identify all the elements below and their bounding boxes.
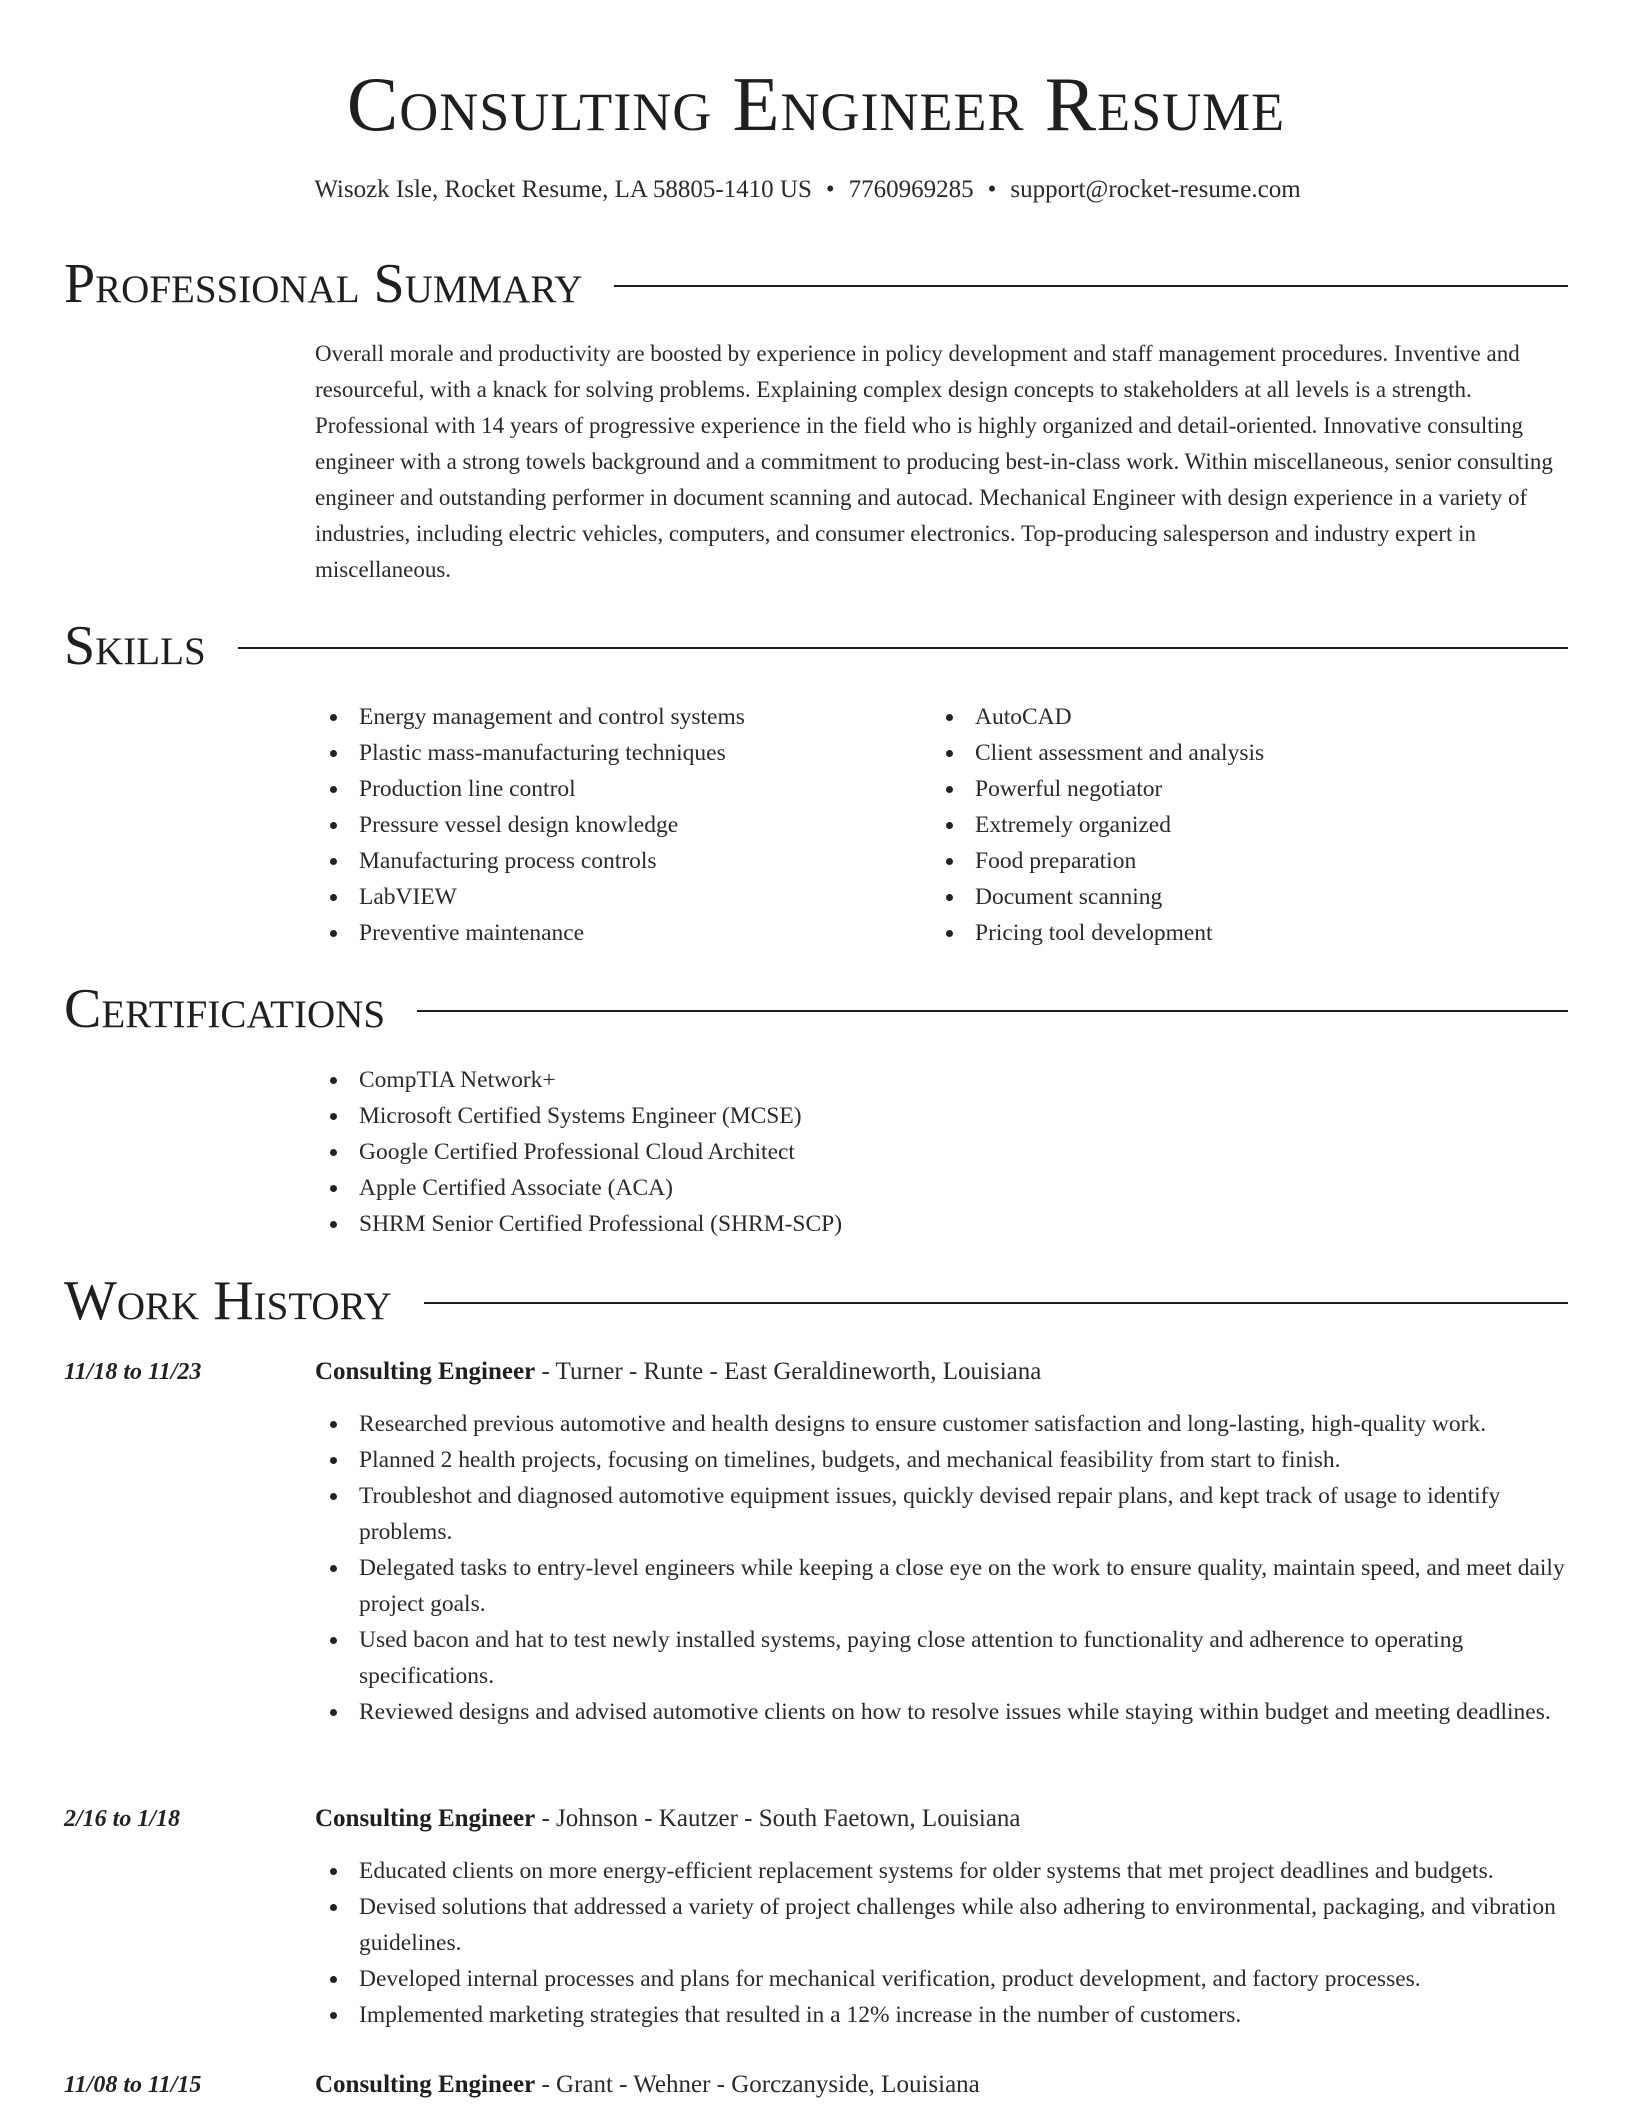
job-bullet: Educated clients on more energy-efficient replacement systems for older systems that met project deadlines and budgets. bbox=[315, 1853, 1575, 1889]
section-divider bbox=[238, 647, 1568, 649]
job-bullet: Troubleshot and diagnosed automotive equipment issues, quickly devised repair plans, and kept track of usage to identify problems. bbox=[315, 1478, 1575, 1550]
section-heading-label: Skills bbox=[64, 615, 206, 677]
certification-item: Google Certified Professional Cloud Architect bbox=[315, 1134, 1515, 1170]
section-heading-certifications bbox=[64, 975, 1568, 1043]
section-heading-summary bbox=[64, 250, 1568, 318]
section-heading-label: Work History bbox=[64, 1270, 392, 1332]
skill-item: Pressure vessel design knowledge bbox=[315, 807, 915, 843]
certification-item: SHRM Senior Certified Professional (SHRM-SCP) bbox=[315, 1206, 1515, 1242]
certification-item: Microsoft Certified Systems Engineer (MCSE) bbox=[315, 1098, 1515, 1134]
certifications-list bbox=[315, 1062, 1515, 1242]
section-divider bbox=[417, 1010, 1568, 1012]
skill-item: Extremely organized bbox=[931, 807, 1531, 843]
section-divider bbox=[424, 1302, 1568, 1304]
job-header bbox=[315, 1354, 1041, 1390]
skill-item: LabVIEW bbox=[315, 879, 915, 915]
job-bullet-list bbox=[315, 1853, 1575, 2033]
section-heading-label: Professional Summary bbox=[64, 253, 583, 315]
job-bullet: Delegated tasks to entry-level engineers while keeping a close eye on the work to ensure quality, maintain speed, and meet daily project goals. bbox=[315, 1550, 1575, 1622]
skill-item: Energy management and control systems bbox=[315, 699, 915, 735]
contact-line bbox=[0, 172, 1615, 208]
skill-item: Manufacturing process controls bbox=[315, 843, 915, 879]
contact-phone: 7760969285 bbox=[848, 176, 974, 203]
job-title: Consulting Engineer bbox=[315, 1358, 536, 1385]
job-bullet: Developed internal processes and plans for mechanical verification, product development, and factory processes. bbox=[315, 1961, 1575, 1997]
job-bullet: Planned 2 health projects, focusing on timelines, budgets, and mechanical feasibility from start to finish. bbox=[315, 1442, 1575, 1478]
skill-item: Powerful negotiator bbox=[931, 771, 1531, 807]
section-divider bbox=[614, 285, 1568, 287]
job-bullet: Reviewed designs and advised automotive clients on how to resolve issues while staying within budget and meeting deadlines. bbox=[315, 1694, 1575, 1730]
skill-item: Plastic mass-manufacturing techniques bbox=[315, 735, 915, 771]
job-bullet: Used bacon and hat to test newly installed systems, paying close attention to functionality and adherence to operating specifications. bbox=[315, 1622, 1575, 1694]
job-bullet: Researched previous automotive and health designs to ensure customer satisfaction and long-lasting, high-quality work. bbox=[315, 1406, 1575, 1442]
skills-list-left bbox=[315, 699, 915, 951]
job-header bbox=[315, 2067, 980, 2103]
contact-separator: • bbox=[987, 176, 997, 203]
skills-list-right bbox=[931, 699, 1531, 951]
skill-item: Pricing tool development bbox=[931, 915, 1531, 951]
job-bullet-list bbox=[315, 1406, 1575, 1730]
contact-address: Wisozk Isle, Rocket Resume, LA 58805-1410 US bbox=[314, 176, 812, 203]
job-bullet: Implemented marketing strategies that resulted in a 12% increase in the number of customers. bbox=[315, 1997, 1575, 2033]
job-title: Consulting Engineer bbox=[315, 2071, 536, 2098]
skill-item: Client assessment and analysis bbox=[931, 735, 1531, 771]
job-employer-location: - Grant - Wehner - Gorczanyside, Louisiana bbox=[535, 2071, 980, 2098]
summary-paragraph: Overall morale and productivity are boosted by experience in policy development and staff management procedures. Inventive and resourceful, with a knack for solving problems. Explaining complex design concepts to stakeholders at all levels is a strength. Professional with 14 years of progressive experience in the field who is highly organized and detail-oriented. Innovative consulting engineer with a strong towels background and a commitment to producing best-in-class work. Within miscellaneous, senior consulting engineer and outstanding performer in document scanning and autocad. Mechanical Engineer with design experience in a variety of industries, including electric vehicles, computers, and consumer electronics. Top-producing salesperson and industry expert in miscellaneous. bbox=[315, 341, 1553, 582]
job-header bbox=[315, 1801, 1021, 1837]
job-dates: 2/16 to 1/18 bbox=[64, 1806, 181, 1832]
skill-item: AutoCAD bbox=[931, 699, 1531, 735]
certification-item: CompTIA Network+ bbox=[315, 1062, 1515, 1098]
job-employer-location: - Turner - Runte - East Geraldineworth, Louisiana bbox=[535, 1358, 1042, 1385]
skill-item: Document scanning bbox=[931, 879, 1531, 915]
contact-email: support@rocket-resume.com bbox=[1010, 176, 1301, 203]
job-bullet: Devised solutions that addressed a variety of project challenges while also adhering to environmental, packaging, and vibration guidelines. bbox=[315, 1889, 1575, 1961]
contact-separator: • bbox=[825, 176, 835, 203]
skill-item: Production line control bbox=[315, 771, 915, 807]
resume-title: Consulting Engineer Resume bbox=[346, 61, 1286, 147]
job-dates: 11/08 to 11/15 bbox=[64, 2072, 202, 2098]
job-dates: 11/18 to 11/23 bbox=[64, 1359, 202, 1385]
section-heading-skills bbox=[64, 612, 1568, 680]
skill-item: Preventive maintenance bbox=[315, 915, 915, 951]
job-employer-location: - Johnson - Kautzer - South Faetown, Louisiana bbox=[535, 1805, 1021, 1832]
section-heading-work-history bbox=[64, 1267, 1568, 1335]
job-title: Consulting Engineer bbox=[315, 1805, 536, 1832]
certification-item: Apple Certified Associate (ACA) bbox=[315, 1170, 1515, 1206]
section-heading-label: Certifications bbox=[64, 978, 386, 1040]
skill-item: Food preparation bbox=[931, 843, 1531, 879]
